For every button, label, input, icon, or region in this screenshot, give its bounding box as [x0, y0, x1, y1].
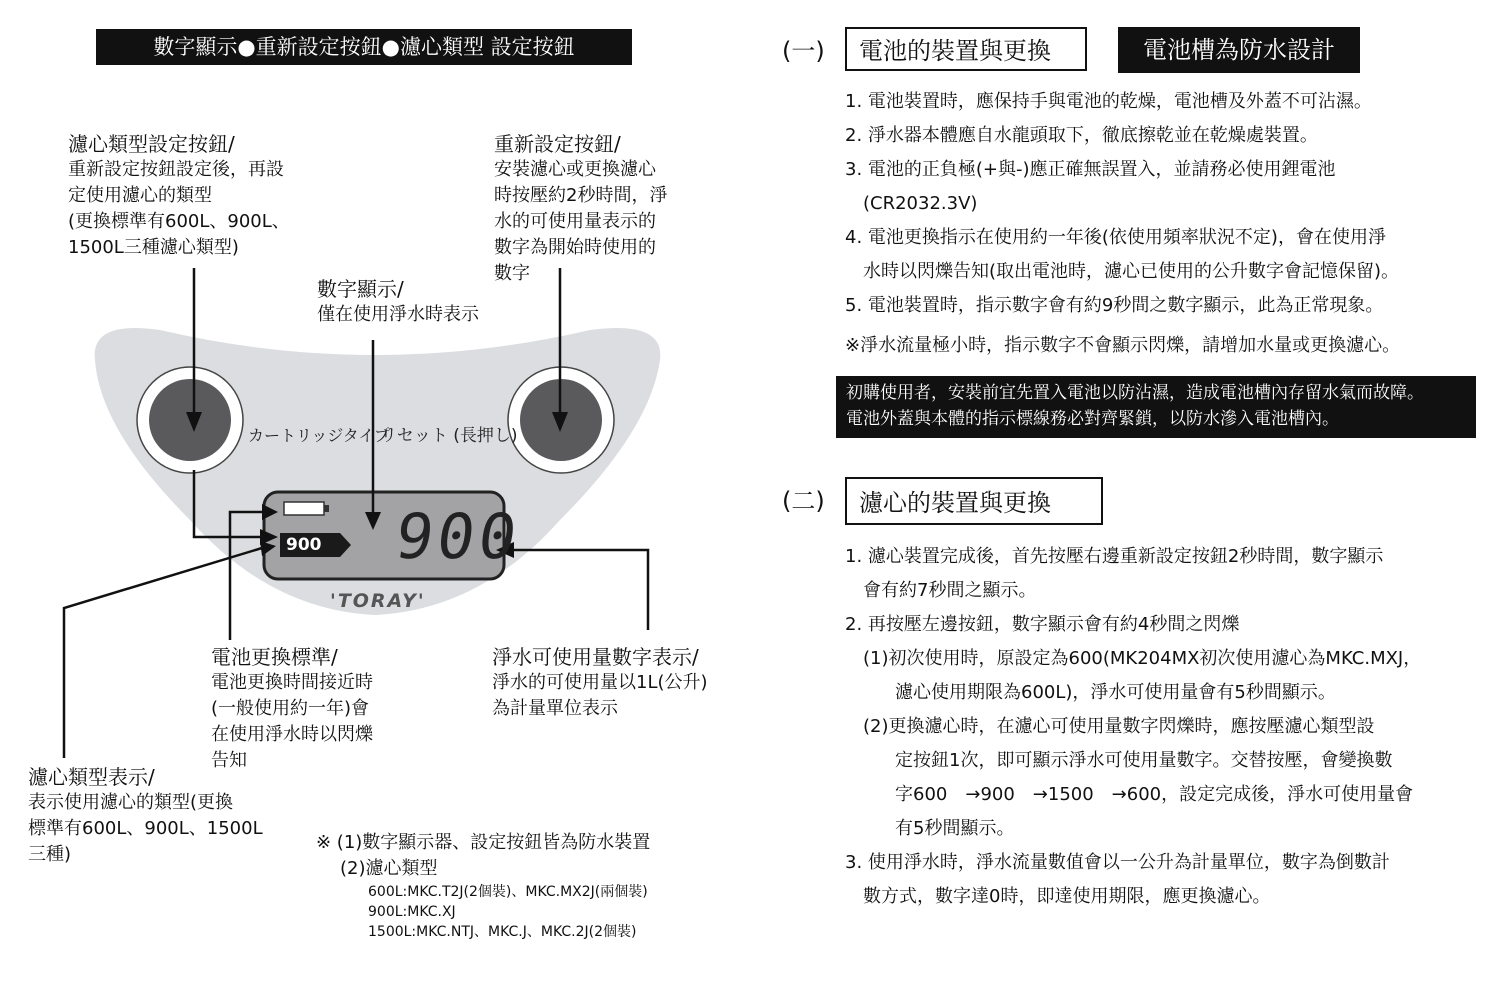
battery-icon: [284, 502, 329, 515]
list-item: 1. 濾心裝置完成後，首先按壓右邊重新設定按鈕2秒時間，數字顯示: [845, 546, 1384, 567]
callout-line: 水的可使用量表示的: [494, 211, 656, 232]
section1-title: 電池的裝置與更換: [845, 27, 1087, 71]
section1-list: [845, 85, 1400, 363]
reset-callout: [494, 131, 667, 287]
callout-line: 告知: [211, 750, 247, 771]
callout-line: 為計量單位表示: [492, 698, 618, 719]
digit-callout-title: 數字顯示/: [317, 277, 404, 301]
notes: [316, 830, 650, 942]
display-digits: 900: [390, 500, 526, 573]
callout-line: 定使用濾心的類型: [68, 185, 212, 206]
section2-number: (二): [782, 487, 825, 515]
list-item: 1. 電池裝置時，應保持手與電池的乾燥，電池槽及外蓋不可沾濕。: [845, 91, 1372, 112]
list-item: 4. 電池更換指示在使用約一年後(依使用頻率狀況不定)，會在使用淨: [845, 227, 1386, 248]
list-item: (1)初次使用時，原設定為600(MK204MX初次使用濾心為MKC.MXJ，: [863, 648, 1422, 669]
filter-type-900: 900L:MKC.XJ: [368, 904, 456, 920]
reset-label: リセット (長押し): [380, 426, 518, 446]
note-line-1: ※ (1)數字顯示器、設定按鈕皆為防水裝置: [316, 832, 651, 853]
left-header: 數字顯示●重新設定按鈕●濾心類型 設定按鈕: [96, 29, 632, 65]
list-item: 定按鈕1次，即可顯示淨水可使用量數字。交替按壓，會變換數: [895, 750, 1393, 771]
callout-line: 電池更換時間接近時: [211, 672, 373, 693]
warning-box: [836, 376, 1476, 438]
section2-title: 濾心的裝置與更換: [845, 477, 1103, 525]
digit-callout: [317, 276, 479, 328]
volume-callout-title: 淨水可使用量數字表示/: [492, 645, 699, 669]
callout-line: 1500L三種濾心類型): [68, 237, 239, 258]
filter-type-1500: 1500L:MKC.NTJ、MKC.J、MKC.2J(2個裝): [368, 924, 637, 940]
battery-callout-title: 電池更換標準/: [211, 645, 338, 669]
callout-line: 淨水的可使用量以1L(公升): [492, 672, 708, 693]
callout-line: (一般使用約一年)會: [211, 698, 370, 719]
callout-line: 三種): [28, 844, 72, 865]
list-item: 3. 使用淨水時，淨水流量數值會以一公升為計量單位，數字為倒數計: [845, 852, 1390, 873]
warning-line-2: 電池外蓋與本體的指示標線務必對齊緊鎖，以防水滲入電池槽內。: [846, 409, 1339, 429]
callout-line: 時按壓約2秒時間，淨: [494, 185, 668, 206]
list-item: 3. 電池的正負極(+與-)應正確無誤置入，並請務必使用鋰電池: [845, 159, 1336, 180]
list-item: 濾心使用期限為600L)，淨水可使用量會有5秒間顯示。: [895, 682, 1336, 703]
section2-list: [845, 540, 1421, 914]
note-line-2: (2)濾心類型: [340, 858, 438, 879]
list-item: 2. 淨水器本體應自水龍頭取下，徹底擦乾並在乾燥處裝置。: [845, 125, 1318, 146]
list-item: 字600 →900 →1500 →600，設定完成後，淨水可使用量會: [895, 784, 1414, 805]
filter-type-callout-title: 濾心類型表示/: [28, 765, 155, 789]
filter-type-600: 600L:MKC.T2J(2個裝)、MKC.MX2J(兩個裝): [368, 884, 648, 900]
cartridge-type-label: カートリッジタイプ: [248, 426, 390, 445]
list-item: 水時以閃爍告知(取出電池時，濾心已使用的公升數字會記憶保留)。: [863, 261, 1400, 282]
callout-line: 僅在使用淨水時表示: [317, 304, 479, 325]
warning-line-1: 初購使用者，安裝前宜先置入電池以防沾濕，造成電池槽內存留水氣而故障。: [846, 383, 1424, 403]
callout-line: 重新設定按鈕設定後，再設: [68, 159, 284, 180]
waterproof-badge: 電池槽為防水設計: [1118, 27, 1360, 73]
callout-line: 標準有600L、900L、1500L: [28, 818, 263, 839]
list-item: 數方式，數字達0時，即達使用期限，應更換濾心。: [863, 886, 1271, 907]
callout-line: 安裝濾心或更換濾心: [494, 159, 656, 180]
list-item: 2. 再按壓左邊按鈕，數字顯示會有約4秒間之閃爍: [845, 614, 1240, 635]
brand-logo: 'TORAY': [330, 590, 426, 612]
list-item: (CR2032.3V): [863, 193, 978, 214]
volume-callout: [492, 644, 708, 722]
list-item: 會有約7秒間之顯示。: [863, 580, 1037, 601]
callout-line: 數字: [494, 263, 530, 284]
filter-type-callout: [28, 764, 263, 868]
callout-line: 在使用淨水時以閃爍: [211, 724, 373, 745]
section1-note: ※淨水流量極小時，指示數字不會顯示閃爍，請增加水量或更換濾心。: [845, 335, 1401, 356]
reset-callout-title: 重新設定按鈕/: [494, 132, 621, 156]
list-item: (2)更換濾心時，在濾心可使用量數字閃爍時，應按壓濾心類型設: [863, 716, 1375, 737]
list-item: 有5秒間顯示。: [895, 818, 1015, 839]
section1-number: (一): [782, 37, 825, 65]
list-item: 5. 電池裝置時，指示數字會有約9秒間之數字顯示，此為正常現象。: [845, 295, 1384, 316]
battery-callout: [211, 644, 373, 774]
filter-badge-text: 900: [286, 535, 322, 555]
cartridge-callout-title: 濾心類型設定按鈕/: [68, 132, 235, 156]
callout-line: (更換標準有600L、900L、: [68, 211, 290, 232]
callout-line: 數字為開始時使用的: [494, 237, 656, 258]
callout-line: 表示使用濾心的類型(更換: [28, 792, 234, 813]
cartridge-callout: [68, 131, 290, 261]
